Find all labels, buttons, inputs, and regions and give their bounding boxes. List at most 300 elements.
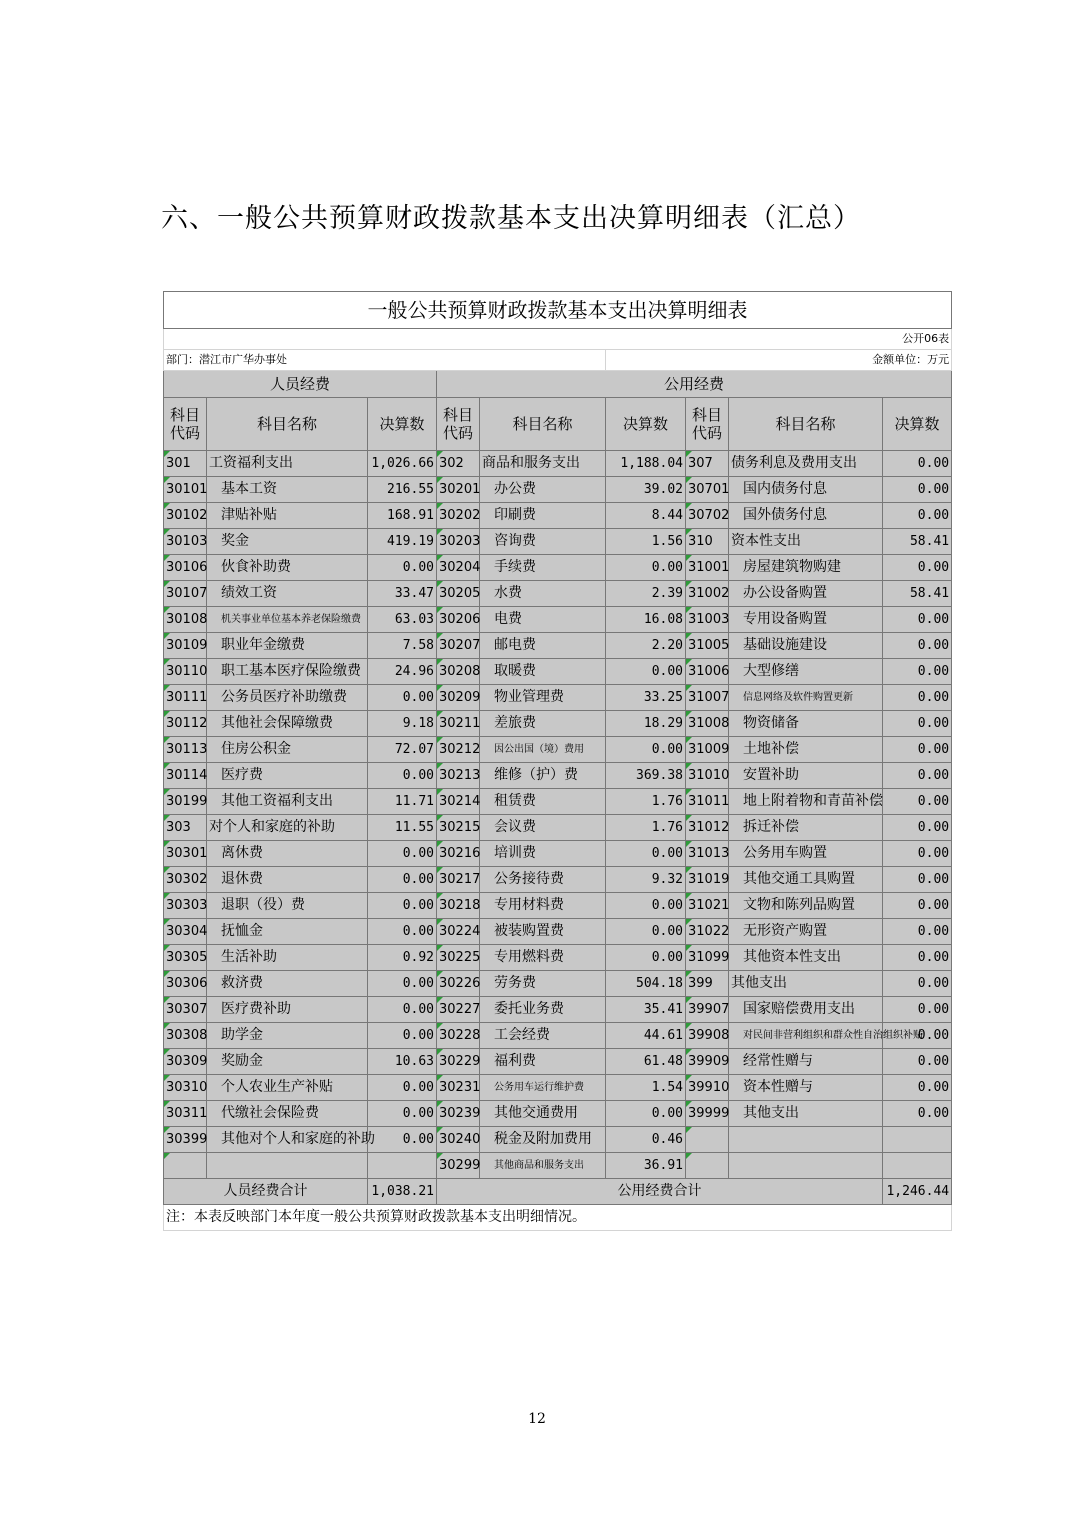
subject-code: 30305 [164,945,207,971]
subject-code: 30102 [164,503,207,529]
amount: 0.00 [883,1075,952,1101]
subject-code: 31002 [686,581,729,607]
subject-code: 30204 [437,555,480,581]
col-name-header: 科目名称 [729,398,883,451]
col-name-header: 科目名称 [207,398,368,451]
amount: 0.00 [883,945,952,971]
amount: 8.44 [606,503,686,529]
subject-name [729,1127,883,1153]
subject-code: 31012 [686,815,729,841]
subject-code: 31010 [686,763,729,789]
subject-code: 30209 [437,685,480,711]
form-number: 公开06表 [164,329,952,350]
group-public-header: 公用经费 [437,371,952,398]
subject-name: 对个人和家庭的补助 [207,815,368,841]
table-row [164,997,952,1023]
subject-code: 39907 [686,997,729,1023]
subject-name: 伙食补助费 [207,555,368,581]
amount: 0.00 [883,789,952,815]
amount: 0.00 [883,1023,952,1049]
amount: 216.55 [368,477,437,503]
subject-name: 其他支出 [729,1101,883,1127]
subject-code [164,1153,207,1179]
amount: 0.00 [368,763,437,789]
amount: 44.61 [606,1023,686,1049]
subject-code: 30108 [164,607,207,633]
amount: 36.91 [606,1153,686,1179]
subject-name: 职工基本医疗保险缴费 [207,659,368,685]
amount: 11.55 [368,815,437,841]
subject-code: 30212 [437,737,480,763]
subject-name: 公务员医疗补助缴费 [207,685,368,711]
subject-name: 其他资本性支出 [729,945,883,971]
amount: 0.00 [368,997,437,1023]
subject-name: 培训费 [480,841,606,867]
amount: 0.00 [606,737,686,763]
subject-name: 奖励金 [207,1049,368,1075]
table-row [164,503,952,529]
subject-name: 大型修缮 [729,659,883,685]
amount: 0.00 [606,919,686,945]
department-label: 部门：潜江市广华办事处 [164,350,606,371]
subject-name: 绩效工资 [207,581,368,607]
amount: 0.00 [883,893,952,919]
total-public-label: 公用经费合计 [437,1179,883,1205]
table-row [164,633,952,659]
subject-code: 30239 [437,1101,480,1127]
table-row [164,867,952,893]
amount: 0.00 [883,503,952,529]
subject-code: 30207 [437,633,480,659]
subject-code: 30208 [437,659,480,685]
subject-name: 国家赔偿费用支出 [729,997,883,1023]
subject-code: 30214 [437,789,480,815]
amount: 10.63 [368,1049,437,1075]
col-code-header: 科目代码 [437,398,480,451]
subject-code: 307 [686,451,729,477]
subject-code: 399 [686,971,729,997]
subject-name: 办公设备购置 [729,581,883,607]
subject-name: 土地补偿 [729,737,883,763]
subject-name: 助学金 [207,1023,368,1049]
table-row [164,477,952,503]
amount: 0.00 [883,737,952,763]
amount: 11.71 [368,789,437,815]
unit-label: 金额单位：万元 [606,350,952,371]
table-row [164,1101,952,1127]
subject-name: 资本性赠与 [729,1075,883,1101]
amount: 0.00 [883,841,952,867]
table-row [164,1049,952,1075]
amount: 9.18 [368,711,437,737]
subject-name: 机关事业单位基本养老保险缴费 [207,607,368,633]
amount: 0.00 [883,607,952,633]
subject-name: 安置补助 [729,763,883,789]
subject-name: 物资储备 [729,711,883,737]
subject-name: 咨询费 [480,529,606,555]
subject-code: 30299 [437,1153,480,1179]
subject-code: 30301 [164,841,207,867]
subject-code: 31006 [686,659,729,685]
subject-code: 30226 [437,971,480,997]
subject-name: 生活补助 [207,945,368,971]
subject-name: 专用材料费 [480,893,606,919]
amount: 58.41 [883,581,952,607]
amount: 72.07 [368,737,437,763]
amount: 504.18 [606,971,686,997]
amount: 0.46 [606,1127,686,1153]
subject-code: 30306 [164,971,207,997]
table-row [164,971,952,997]
subject-name: 国外债务付息 [729,503,883,529]
subject-name: 退职（役）费 [207,893,368,919]
amount: 63.03 [368,607,437,633]
amount: 7.58 [368,633,437,659]
total-personnel-label: 人员经费合计 [164,1179,368,1205]
subject-name: 租赁费 [480,789,606,815]
amount: 33.25 [606,685,686,711]
amount: 0.00 [883,815,952,841]
subject-code: 30112 [164,711,207,737]
subject-code: 301 [164,451,207,477]
amount: 0.00 [606,945,686,971]
subject-code: 39999 [686,1101,729,1127]
subject-name: 维修（护）费 [480,763,606,789]
amount: 0.00 [883,763,952,789]
subject-name [729,1153,883,1179]
table-row [164,815,952,841]
subject-code: 30107 [164,581,207,607]
amount: 0.00 [368,971,437,997]
subject-name: 税金及附加费用 [480,1127,606,1153]
table-note: 注：本表反映部门本年度一般公共预算财政拨款基本支出明细情况。 [164,1205,952,1231]
subject-name: 文物和陈列品购置 [729,893,883,919]
subject-name: 被装购置费 [480,919,606,945]
subject-name: 其他商品和服务支出 [480,1153,606,1179]
amount: 0.00 [883,997,952,1023]
amount: 0.00 [883,919,952,945]
subject-code: 30205 [437,581,480,607]
subject-code: 31005 [686,633,729,659]
subject-name: 差旅费 [480,711,606,737]
subject-name: 信息网络及软件购置更新 [729,685,883,711]
amount: 0.00 [606,893,686,919]
subject-name: 工资福利支出 [207,451,368,477]
amount: 0.00 [368,1075,437,1101]
amount: 0.00 [368,1101,437,1127]
table-row [164,737,952,763]
subject-name: 奖金 [207,529,368,555]
amount: 0.00 [883,711,952,737]
subject-code: 30217 [437,867,480,893]
subject-code: 30211 [437,711,480,737]
subject-code [686,1153,729,1179]
subject-name: 水费 [480,581,606,607]
subject-code: 39908 [686,1023,729,1049]
subject-code: 31099 [686,945,729,971]
subject-code: 31013 [686,841,729,867]
subject-name: 退休费 [207,867,368,893]
subject-code: 30113 [164,737,207,763]
subject-name: 债务利息及费用支出 [729,451,883,477]
table-row [164,945,952,971]
subject-name: 专用燃料费 [480,945,606,971]
subject-name: 资本性支出 [729,529,883,555]
subject-name: 国内债务付息 [729,477,883,503]
amount: 0.00 [606,1101,686,1127]
subject-code: 31022 [686,919,729,945]
table-row [164,529,952,555]
subject-code: 30109 [164,633,207,659]
subject-name: 手续费 [480,555,606,581]
amount: 1.54 [606,1075,686,1101]
amount [368,1153,437,1179]
subject-name: 其他交通工具购置 [729,867,883,893]
table-row [164,1127,952,1153]
total-public-value: 1,246.44 [883,1179,952,1205]
amount: 0.00 [883,451,952,477]
subject-name: 其他交通费用 [480,1101,606,1127]
subject-name: 经常性赠与 [729,1049,883,1075]
col-amount-header: 决算数 [883,398,952,451]
subject-name: 工会经费 [480,1023,606,1049]
subject-name: 商品和服务支出 [480,451,606,477]
subject-code: 30702 [686,503,729,529]
col-name-header: 科目名称 [480,398,606,451]
amount: 0.00 [606,841,686,867]
subject-code: 30101 [164,477,207,503]
amount [883,1153,952,1179]
table-row [164,789,952,815]
subject-name: 取暖费 [480,659,606,685]
subject-code: 30229 [437,1049,480,1075]
subject-code: 31019 [686,867,729,893]
subject-name: 其他工资福利支出 [207,789,368,815]
subject-name: 津贴补贴 [207,503,368,529]
amount: 369.38 [606,763,686,789]
table-row [164,711,952,737]
subject-name: 印刷费 [480,503,606,529]
subject-code: 30231 [437,1075,480,1101]
amount: 2.20 [606,633,686,659]
amount: 61.48 [606,1049,686,1075]
amount: 0.00 [883,1101,952,1127]
subject-name: 个人农业生产补贴 [207,1075,368,1101]
amount: 0.00 [368,841,437,867]
subject-name: 物业管理费 [480,685,606,711]
subject-name: 地上附着物和青苗补偿 [729,789,883,815]
subject-code: 39909 [686,1049,729,1075]
subject-name: 其他对个人和家庭的补助 [207,1127,368,1153]
table-row [164,893,952,919]
subject-name: 会议费 [480,815,606,841]
subject-code: 30203 [437,529,480,555]
subject-code: 30111 [164,685,207,711]
subject-name: 医疗费 [207,763,368,789]
amount: 16.08 [606,607,686,633]
subject-code: 30228 [437,1023,480,1049]
amount: 9.32 [606,867,686,893]
subject-name: 职业年金缴费 [207,633,368,659]
subject-code: 31021 [686,893,729,919]
table-row [164,1075,952,1101]
subject-name: 福利费 [480,1049,606,1075]
subject-name [207,1153,368,1179]
subject-name: 房屋建筑物购建 [729,555,883,581]
subject-code: 31007 [686,685,729,711]
table-row [164,919,952,945]
subject-code: 30399 [164,1127,207,1153]
amount: 18.29 [606,711,686,737]
amount: 419.19 [368,529,437,555]
amount: 33.47 [368,581,437,607]
table-row [164,581,952,607]
subject-code: 30103 [164,529,207,555]
subject-name: 公务用车运行维护费 [480,1075,606,1101]
col-amount-header: 决算数 [368,398,437,451]
amount [883,1127,952,1153]
subject-name: 抚恤金 [207,919,368,945]
subject-code: 30308 [164,1023,207,1049]
subject-name: 住房公积金 [207,737,368,763]
table-row [164,1023,952,1049]
subject-code: 30303 [164,893,207,919]
subject-code: 30310 [164,1075,207,1101]
amount: 0.00 [883,1049,952,1075]
subject-name: 因公出国（境）费用 [480,737,606,763]
amount: 58.41 [883,529,952,555]
subject-name: 劳务费 [480,971,606,997]
amount: 0.00 [368,893,437,919]
subject-code: 302 [437,451,480,477]
table-row [164,685,952,711]
table-row [164,659,952,685]
subject-code: 30114 [164,763,207,789]
subject-code: 31008 [686,711,729,737]
amount: 0.92 [368,945,437,971]
page-number: 12 [528,1411,546,1427]
subject-code: 303 [164,815,207,841]
amount: 0.00 [883,867,952,893]
table-row [164,1153,952,1179]
amount: 0.00 [883,477,952,503]
amount: 0.00 [883,685,952,711]
subject-name: 邮电费 [480,633,606,659]
subject-code: 31009 [686,737,729,763]
subject-code: 30311 [164,1101,207,1127]
subject-code: 30218 [437,893,480,919]
expenditure-table [163,291,952,1231]
total-personnel-value: 1,038.21 [368,1179,437,1205]
subject-name: 其他社会保障缴费 [207,711,368,737]
amount: 0.00 [883,633,952,659]
subject-name: 无形资产购置 [729,919,883,945]
subject-code: 30215 [437,815,480,841]
subject-code: 30240 [437,1127,480,1153]
amount: 39.02 [606,477,686,503]
col-code-header: 科目代码 [164,398,207,451]
amount: 0.00 [368,685,437,711]
col-code-header: 科目代码 [686,398,729,451]
amount: 0.00 [606,659,686,685]
amount: 0.00 [883,555,952,581]
subject-name: 基础设施建设 [729,633,883,659]
subject-name: 拆迁补偿 [729,815,883,841]
table-row [164,763,952,789]
subject-name: 公务接待费 [480,867,606,893]
amount: 0.00 [606,555,686,581]
subject-code: 30701 [686,477,729,503]
amount: 0.00 [883,971,952,997]
col-amount-header: 决算数 [606,398,686,451]
amount: 24.96 [368,659,437,685]
amount: 1.76 [606,789,686,815]
amount: 1,188.04 [606,451,686,477]
subject-code: 30213 [437,763,480,789]
amount: 1.56 [606,529,686,555]
subject-name: 专用设备购置 [729,607,883,633]
amount: 2.39 [606,581,686,607]
amount: 1,026.66 [368,451,437,477]
subject-code: 31001 [686,555,729,581]
table-title: 一般公共预算财政拨款基本支出决算明细表 [164,292,952,329]
subject-code: 31003 [686,607,729,633]
subject-code: 30304 [164,919,207,945]
amount: 168.91 [368,503,437,529]
subject-code: 30110 [164,659,207,685]
subject-code: 30227 [437,997,480,1023]
table-row [164,841,952,867]
subject-code: 31011 [686,789,729,815]
subject-code: 30202 [437,503,480,529]
subject-code: 30224 [437,919,480,945]
subject-name: 委托业务费 [480,997,606,1023]
subject-code: 30307 [164,997,207,1023]
subject-code: 30106 [164,555,207,581]
table-row [164,451,952,477]
amount: 0.00 [368,919,437,945]
table-row [164,555,952,581]
amount: 0.00 [368,1023,437,1049]
subject-code: 30216 [437,841,480,867]
subject-name: 救济费 [207,971,368,997]
subject-name: 离休费 [207,841,368,867]
subject-code: 30206 [437,607,480,633]
subject-code: 30199 [164,789,207,815]
table-row [164,607,952,633]
subject-name: 基本工资 [207,477,368,503]
subject-code [686,1127,729,1153]
subject-code: 310 [686,529,729,555]
subject-code: 30225 [437,945,480,971]
subject-name: 电费 [480,607,606,633]
amount: 0.00 [883,659,952,685]
amount: 35.41 [606,997,686,1023]
subject-name: 对民间非营利组织和群众性自治组织补贴 [729,1023,883,1049]
subject-name: 医疗费补助 [207,997,368,1023]
subject-name: 其他支出 [729,971,883,997]
subject-name: 办公费 [480,477,606,503]
amount: 0.00 [368,555,437,581]
amount: 1.76 [606,815,686,841]
group-personnel-header: 人员经费 [164,371,437,398]
subject-code: 39910 [686,1075,729,1101]
subject-code: 30302 [164,867,207,893]
subject-code: 30309 [164,1049,207,1075]
amount: 0.00 [368,867,437,893]
subject-code: 30201 [437,477,480,503]
amount: 0.00 [368,1127,437,1153]
